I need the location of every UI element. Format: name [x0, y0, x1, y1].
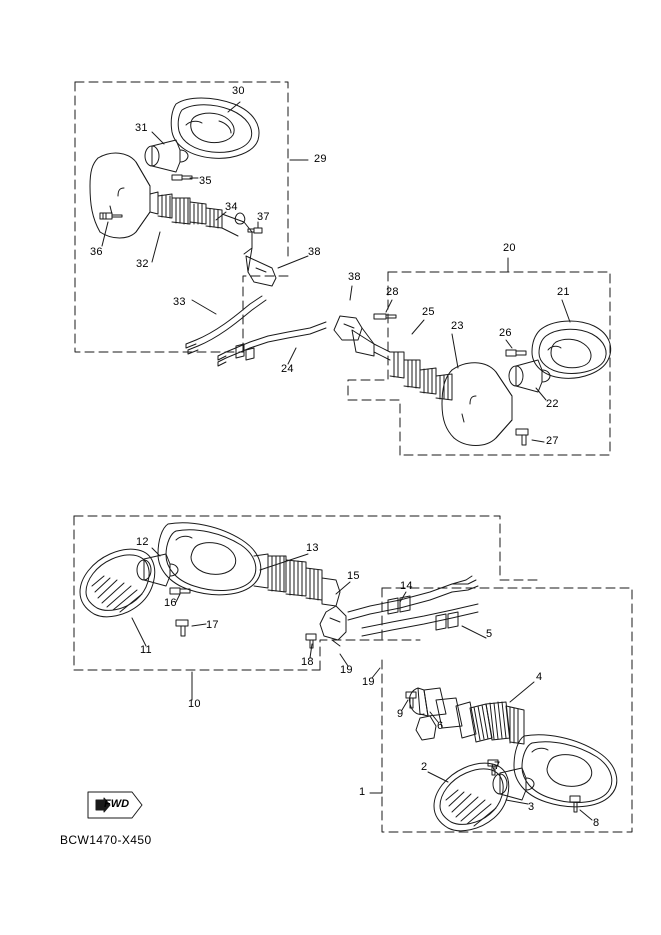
- callout-7: 7: [494, 760, 501, 772]
- callout-26: 26: [499, 327, 512, 339]
- callout-10: 10: [188, 698, 201, 710]
- callout-36: 36: [90, 246, 103, 258]
- fwd-label: FWD: [104, 798, 130, 810]
- screw-18: [306, 634, 316, 648]
- part-code: BCW1470-X450: [60, 833, 152, 847]
- callout-15: 15: [347, 570, 360, 582]
- callout-28: 28: [386, 286, 399, 298]
- callout-22: 22: [546, 398, 559, 410]
- callout-5: 5: [486, 628, 493, 640]
- callout-19: 19: [340, 664, 353, 676]
- callout-25: 25: [422, 306, 435, 318]
- callout-4: 4: [536, 671, 543, 683]
- screw-8: [570, 796, 580, 812]
- callout-33: 33: [173, 296, 186, 308]
- callout-3: 3: [528, 801, 535, 813]
- body-32: [90, 153, 222, 238]
- callout-12: 12: [136, 536, 149, 548]
- callout-31: 31: [135, 122, 148, 134]
- lens-3: [434, 760, 509, 831]
- body-6: [409, 688, 524, 744]
- screw-27: [516, 429, 528, 445]
- callout-9: 9: [397, 708, 404, 720]
- screw-17: [176, 620, 188, 636]
- body-23: [390, 352, 512, 446]
- callout-13: 13: [306, 542, 319, 554]
- callout-8: 8: [593, 817, 600, 829]
- lens-11: [80, 549, 155, 617]
- callout-27: 27: [546, 435, 559, 447]
- callout-34: 34: [225, 201, 238, 213]
- harness-33-24: [186, 296, 326, 366]
- callout-38-second: 38: [348, 271, 361, 283]
- callout-14: 14: [400, 580, 413, 592]
- callout-6: 6: [437, 720, 444, 732]
- callout-1: 1: [359, 786, 366, 798]
- callout-29: 29: [314, 153, 327, 165]
- bracket-38b: [334, 314, 396, 360]
- callout-21: 21: [557, 286, 570, 298]
- callout-19-second: 19: [362, 676, 375, 688]
- bracket-34: [222, 213, 276, 286]
- callout-38: 38: [308, 246, 321, 258]
- callout-37: 37: [257, 211, 270, 223]
- callout-11: 11: [140, 644, 152, 656]
- callout-32: 32: [136, 258, 149, 270]
- screw-37: [248, 228, 262, 233]
- screw-16: [170, 588, 190, 594]
- callout-23: 23: [451, 320, 464, 332]
- bulb-22: [509, 360, 550, 392]
- screw-36: [100, 213, 122, 219]
- callout-35: 35: [199, 175, 212, 187]
- callout-18: 18: [301, 656, 314, 668]
- screw-26: [506, 350, 526, 356]
- callout-20: 20: [503, 242, 516, 254]
- lens-4: [514, 735, 617, 807]
- callout-24: 24: [281, 363, 294, 375]
- bulb-31: [145, 140, 188, 172]
- callout-17: 17: [206, 619, 219, 631]
- callout-16: 16: [164, 597, 177, 609]
- lens-30: [171, 98, 259, 158]
- harness-14-5: [348, 576, 478, 636]
- callout-2: 2: [421, 761, 428, 773]
- screw-35: [172, 175, 192, 180]
- lens-13: [158, 523, 261, 595]
- callout-30: 30: [232, 85, 245, 97]
